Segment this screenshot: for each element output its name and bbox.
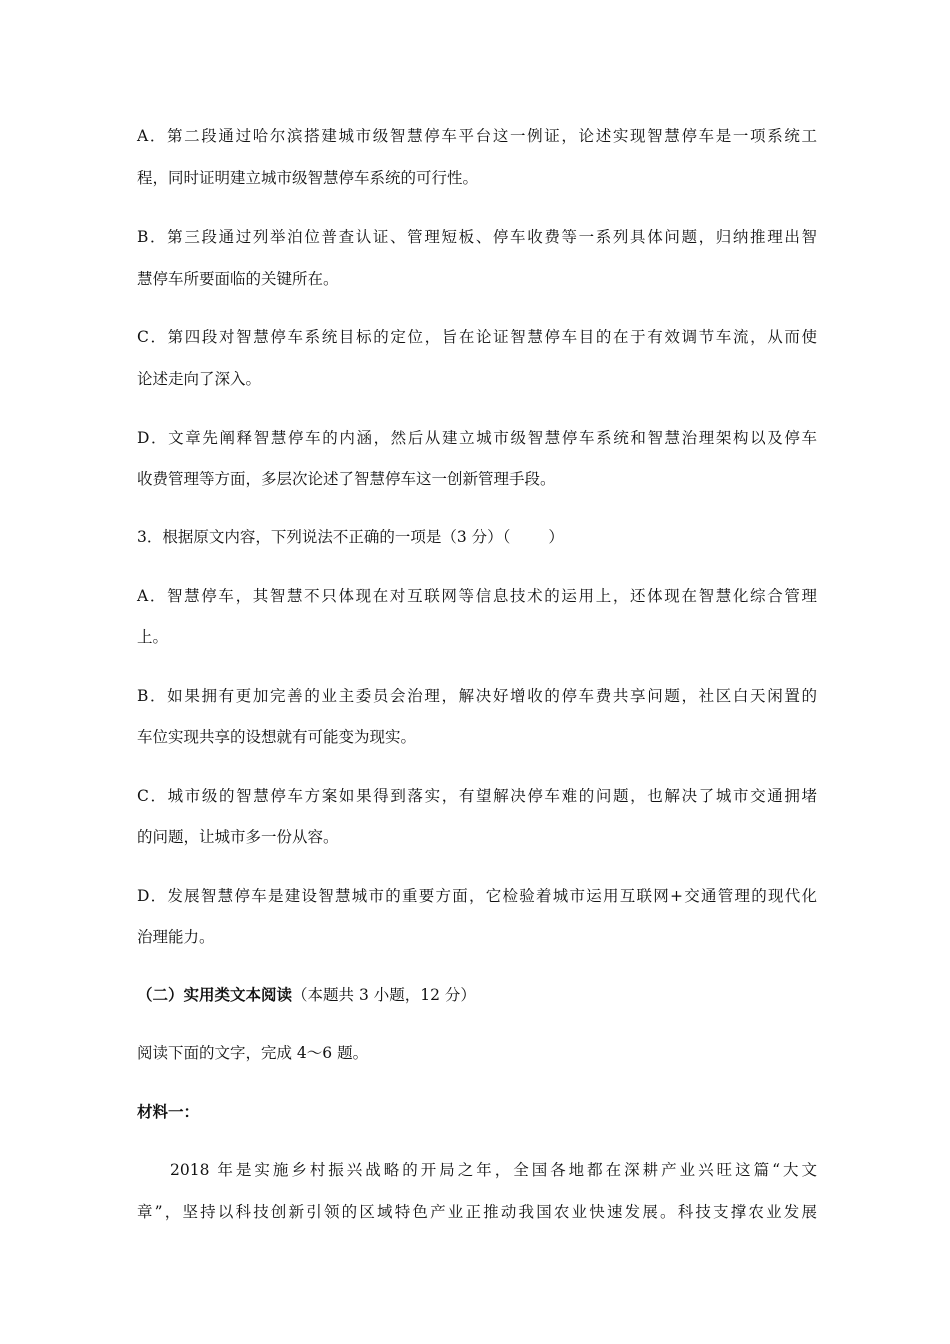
q3-stem-text: 3．根据原文内容，下列说法不正确的一项是（3 分）（ — [137, 528, 511, 546]
q3-stem — [137, 527, 817, 547]
section-heading — [137, 985, 817, 1005]
q2-option-c-line2: 论述走向了深入。 — [137, 370, 262, 388]
q3-option-b-line1: B．如果拥有更加完善的业主委员会治理，解决好增收的停车费共享问题，社区白天闲置的 — [137, 687, 817, 705]
q3-option-a-line2: 上。 — [137, 628, 169, 646]
reading-instruction: 阅读下面的文字，完成 4～6 题。 — [137, 1044, 369, 1062]
q3-stem-close: ） — [548, 528, 564, 546]
q3-option-c-line2: 的问题，让城市多一份从容。 — [137, 828, 339, 846]
q2-option-d-line1: D．文章先阐释智慧停车的内涵，然后从建立城市级智慧停车系统和智慧治理架构以及停车 — [137, 429, 817, 447]
material-paragraph-line1: 2018 年是实施乡村振兴战略的开局之年，全国各地都在深耕产业兴旺这篇“大文 — [170, 1161, 817, 1179]
q3-option-c-line1: C．城市级的智慧停车方案如果得到落实，有望解决停车难的问题，也解决了城市交通拥堵 — [137, 787, 817, 805]
q2-option-a-line1: A．第二段通过哈尔滨搭建城市级智慧停车平台这一例证，论述实现智慧停车是一项系统工 — [137, 127, 817, 145]
q3-option-d-line2: 治理能力。 — [137, 928, 215, 946]
section-heading-bold: （二）实用类文本阅读 — [137, 986, 293, 1004]
q2-option-c-line1: C．第四段对智慧停车系统目标的定位，旨在论证智慧停车目的在于有效调节车流，从而使 — [137, 328, 817, 346]
section-heading-note: （本题共 3 小题，12 分） — [292, 986, 476, 1004]
q2-option-d-line2: 收费管理等方面，多层次论述了智慧停车这一创新管理手段。 — [137, 470, 556, 488]
q3-option-b-line2: 车位实现共享的设想就有可能变为现实。 — [137, 728, 417, 746]
material-label: 材料一： — [137, 1103, 200, 1121]
material-paragraph-line2: 章”，坚持以科技创新引领的区域特色产业正推动我国农业快速发展。科技支撑农业发展 — [137, 1203, 817, 1221]
q3-option-a-line1: A．智慧停车，其智慧不只体现在对互联网等信息技术的运用上，还体现在智慧化综合管理 — [137, 587, 817, 605]
q2-option-b-line2: 慧停车所要面临的关键所在。 — [137, 270, 339, 288]
q2-option-a-line2: 程，同时证明建立城市级智慧停车系统的可行性。 — [137, 169, 479, 187]
q2-option-b-line1: B．第三段通过列举泊位普查认证、管理短板、停车收费等一系列具体问题，归纳推理出智 — [137, 228, 817, 246]
q3-option-d-line1: D．发展智慧停车是建设智慧城市的重要方面，它检验着城市运用互联网+交通管理的现代化 — [137, 887, 817, 905]
